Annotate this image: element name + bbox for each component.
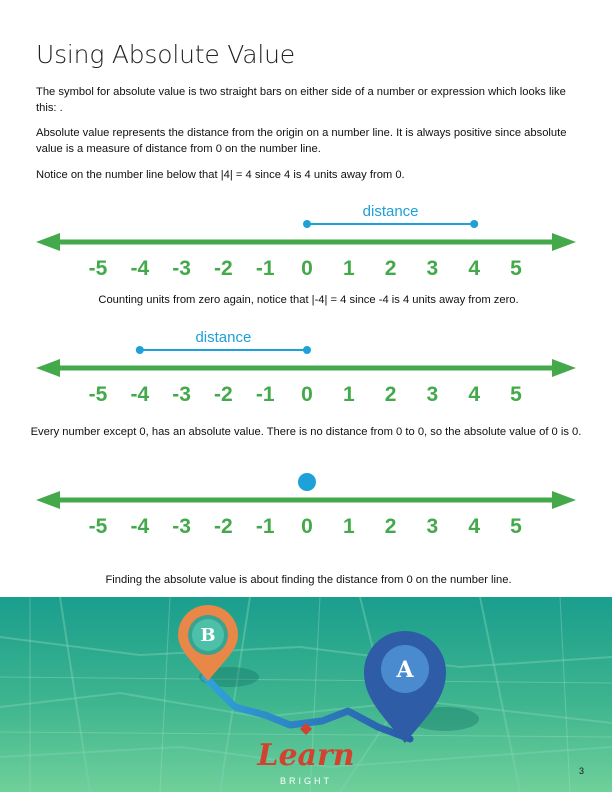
paragraph-zero: Every number except 0, has an absolute value. There is no distance from 0 to 0, so the absolute value of 0 is 0. [30,426,582,438]
arrow-left-icon [36,233,60,251]
tick-label: -5 [88,515,108,538]
tick-label: -4 [130,383,150,406]
tick-label: -2 [214,383,233,406]
tick-label: -1 [255,515,275,538]
paragraph-example-positive: Notice on the number line below that |4| = 4 since 4 is 4 units away from 0. [36,169,405,181]
arrow-right-icon [552,233,576,251]
tick-label: 2 [384,515,397,538]
footer-banner [0,597,612,792]
tick-label: -2 [214,515,233,538]
arrow-left-icon [36,359,60,377]
tick-label: -2 [214,257,233,280]
tick-label: 5 [510,383,522,406]
tick-label: 3 [426,515,439,538]
tick-label: 3 [426,383,439,406]
tick-label: -1 [255,383,275,406]
tick-label: 1 [342,383,355,406]
tick-label: -4 [130,515,150,538]
tick-label: -1 [255,257,275,280]
tick-label: -5 [88,383,108,406]
logo-subtitle: BRIGHT [279,776,333,786]
zero-point [298,473,316,491]
tick-label: -3 [172,515,191,538]
tick-label: -3 [172,257,191,280]
number-line-negative [0,322,612,412]
arrow-right-icon [552,359,576,377]
page-number: 3 [578,766,584,776]
page-title: Using Absolute Value [36,40,295,69]
distance-label: distance [195,329,252,346]
tick-label: -3 [172,383,191,406]
distance-endpoint [303,346,311,354]
distance-endpoint [136,346,144,354]
arrow-right-icon [552,491,576,509]
tick-label: 0 [301,383,313,406]
paragraph-definition: Absolute value represents the distance from the origin on a number line. It is always positive since absolute value is a measure of distance from 0 on the number line. [36,127,567,155]
distance-endpoint [303,220,311,228]
tick-label: 1 [342,257,355,280]
tick-label: 0 [301,515,313,538]
distance-label: distance [362,203,419,220]
tick-label: 3 [426,257,439,280]
tick-label: 1 [342,515,355,538]
distance-endpoint [470,220,478,228]
tick-label: 5 [510,515,522,538]
map-illustration [0,597,612,792]
logo-word: Learn [257,738,355,773]
pin-a-letter: A [396,657,414,683]
tick-label: 4 [468,515,481,538]
tick-label: 5 [510,257,522,280]
number-line-zero [0,466,612,546]
paragraph-symbol: The symbol for absolute value is two straight bars on either side of a number or expression which looks like this: . [36,86,566,114]
arrow-left-icon [36,491,60,509]
number-line-positive [0,196,612,286]
pin-b-letter: B [200,625,216,646]
tick-label: 0 [301,257,313,280]
tick-label: -4 [130,257,150,280]
tick-label: 4 [468,383,481,406]
tick-label: 2 [384,383,397,406]
paragraph-summary: Finding the absolute value is about finding the distance from 0 on the number line. [105,574,512,586]
paragraph-example-negative: Counting units from zero again, notice that |-4| = 4 since -4 is 4 units away from zero. [98,294,519,306]
tick-label: 2 [384,257,397,280]
tick-label: -5 [88,257,108,280]
tick-label: 4 [468,257,481,280]
